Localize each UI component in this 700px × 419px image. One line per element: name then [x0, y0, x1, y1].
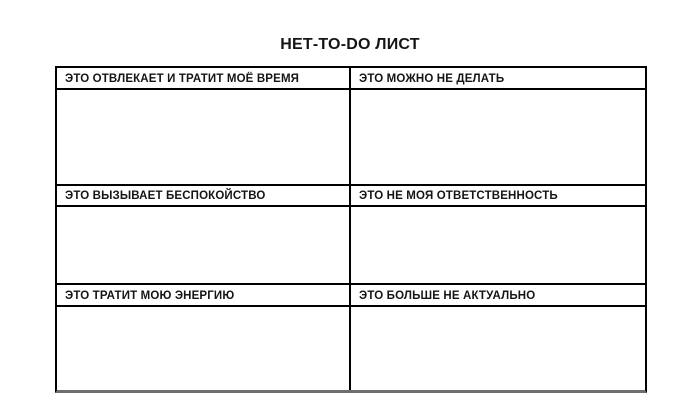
not-to-do-table	[55, 66, 647, 393]
body-cell-can-skip-doing	[351, 90, 645, 186]
header-cell-can-skip-doing: ЭТО МОЖНО НЕ ДЕЛАТЬ	[351, 68, 645, 90]
header-cell-drains-my-energy: ЭТО ТРАТИТ МОЮ ЭНЕРГИЮ	[57, 285, 351, 307]
header-cell-causes-anxiety: ЭТО ВЫЗЫВАЕТ БЕСПОКОЙСТВО	[57, 186, 351, 207]
body-cell-drains-my-energy	[57, 307, 351, 390]
header-cell-not-my-responsibility: ЭТО НЕ МОЯ ОТВЕТСТВЕННОСТЬ	[351, 186, 645, 207]
header-cell-wastes-my-time: ЭТО ОТВЛЕКАЕТ И ТРАТИТ МОЁ ВРЕМЯ	[57, 68, 351, 90]
body-cell-no-longer-relevant	[351, 307, 645, 390]
body-cell-wastes-my-time	[57, 90, 351, 186]
body-cell-causes-anxiety	[57, 207, 351, 285]
body-cell-not-my-responsibility	[351, 207, 645, 285]
header-cell-no-longer-relevant: ЭТО БОЛЬШЕ НЕ АКТУАЛЬНО	[351, 285, 645, 307]
page-title: НЕТ-TO-DO ЛИСТ	[280, 36, 420, 53]
